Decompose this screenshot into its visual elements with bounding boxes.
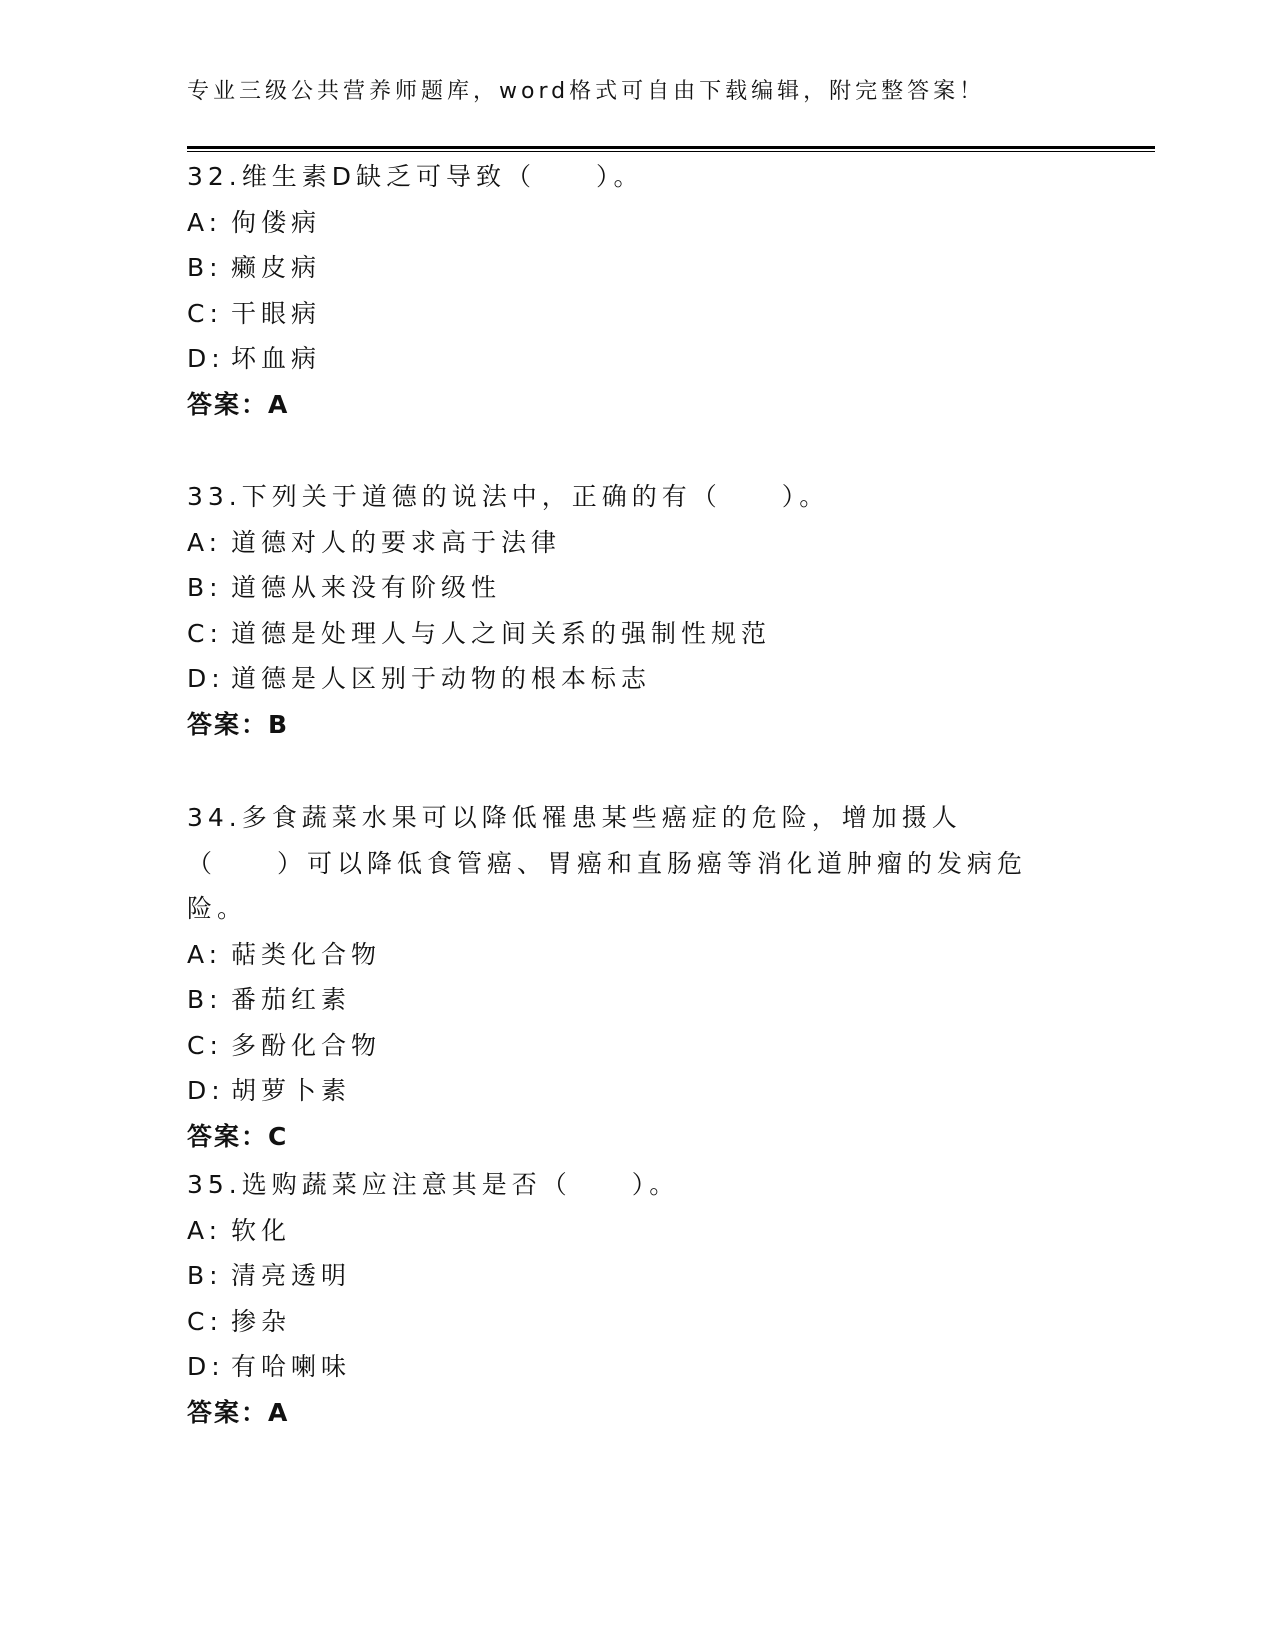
option-b — [187, 245, 1087, 291]
option-d — [187, 1068, 1087, 1114]
option-b — [187, 565, 1087, 611]
option-text: 癞皮病 — [231, 253, 322, 282]
option-text: 番茄红素 — [231, 985, 352, 1014]
option-letter: D: — [187, 344, 225, 373]
question-33 — [187, 474, 1087, 747]
option-text: 佝偻病 — [231, 207, 322, 237]
question-35 — [187, 1162, 1087, 1435]
answer: 答案：B — [187, 709, 290, 739]
option-letter: B: — [187, 1261, 223, 1290]
question-stem: 35.选购蔬菜应注意其是否（ ）。 — [187, 1170, 680, 1199]
option-text: 萜类化合物 — [231, 939, 382, 969]
option-text: 坏血病 — [231, 344, 322, 373]
option-letter: C: — [187, 1030, 223, 1060]
option-letter: B: — [187, 573, 223, 602]
question-34 — [187, 795, 1087, 1159]
option-a — [187, 520, 1087, 566]
question-32 — [187, 154, 1087, 427]
option-d — [187, 1344, 1087, 1390]
page-header: 专业三级公共营养师题库，word格式可自由下载编辑，附完整答案！ — [187, 79, 986, 104]
option-d — [187, 656, 1087, 702]
option-text: 干眼病 — [231, 298, 322, 328]
option-letter: A: — [187, 527, 223, 557]
question-stem: 33.下列关于道德的说法中，正确的有（ ）。 — [187, 482, 830, 511]
question-stem: 34.多食蔬菜水果可以降低罹患某些癌症的危险，增加摄人（ ）可以降低食管癌、胃癌和直肠癌等消化道肿瘤的发病危险。 — [187, 803, 1028, 923]
option-c — [187, 1023, 1087, 1069]
header-rule-thick — [187, 146, 1155, 149]
question-stem: 32.维生素D缺乏可导致（ ）。 — [187, 162, 644, 191]
option-text: 清亮透明 — [231, 1261, 352, 1290]
option-text: 掺杂 — [231, 1306, 292, 1336]
option-text: 有哈喇味 — [231, 1352, 352, 1381]
option-d — [187, 336, 1087, 382]
option-b — [187, 977, 1087, 1023]
option-letter: A: — [187, 207, 223, 237]
option-letter: D: — [187, 1076, 225, 1105]
option-letter: D: — [187, 664, 225, 693]
answer: 答案：C — [187, 1121, 289, 1151]
option-text: 多酚化合物 — [231, 1030, 382, 1060]
option-text: 胡萝卜素 — [231, 1076, 352, 1105]
option-c — [187, 291, 1087, 337]
option-letter: A: — [187, 1215, 223, 1245]
option-letter: B: — [187, 985, 223, 1014]
option-text: 道德对人的要求高于法律 — [231, 527, 562, 557]
option-letter: C: — [187, 618, 223, 648]
option-a — [187, 1208, 1087, 1254]
answer: 答案：A — [187, 1397, 290, 1427]
option-letter: C: — [187, 298, 223, 328]
option-text: 道德从来没有阶级性 — [231, 573, 502, 602]
option-text: 道德是人区别于动物的根本标志 — [231, 664, 652, 693]
option-text: 软化 — [231, 1215, 292, 1245]
header-rule-thin — [187, 151, 1155, 152]
option-c — [187, 611, 1087, 657]
option-letter: A: — [187, 939, 223, 969]
option-letter: D: — [187, 1352, 225, 1381]
option-letter: B: — [187, 253, 223, 282]
option-text: 道德是处理人与人之间关系的强制性规范 — [231, 618, 772, 648]
option-b — [187, 1253, 1087, 1299]
option-c — [187, 1299, 1087, 1345]
option-a — [187, 932, 1087, 978]
answer: 答案：A — [187, 389, 290, 419]
option-a — [187, 200, 1087, 246]
option-letter: C: — [187, 1306, 223, 1336]
